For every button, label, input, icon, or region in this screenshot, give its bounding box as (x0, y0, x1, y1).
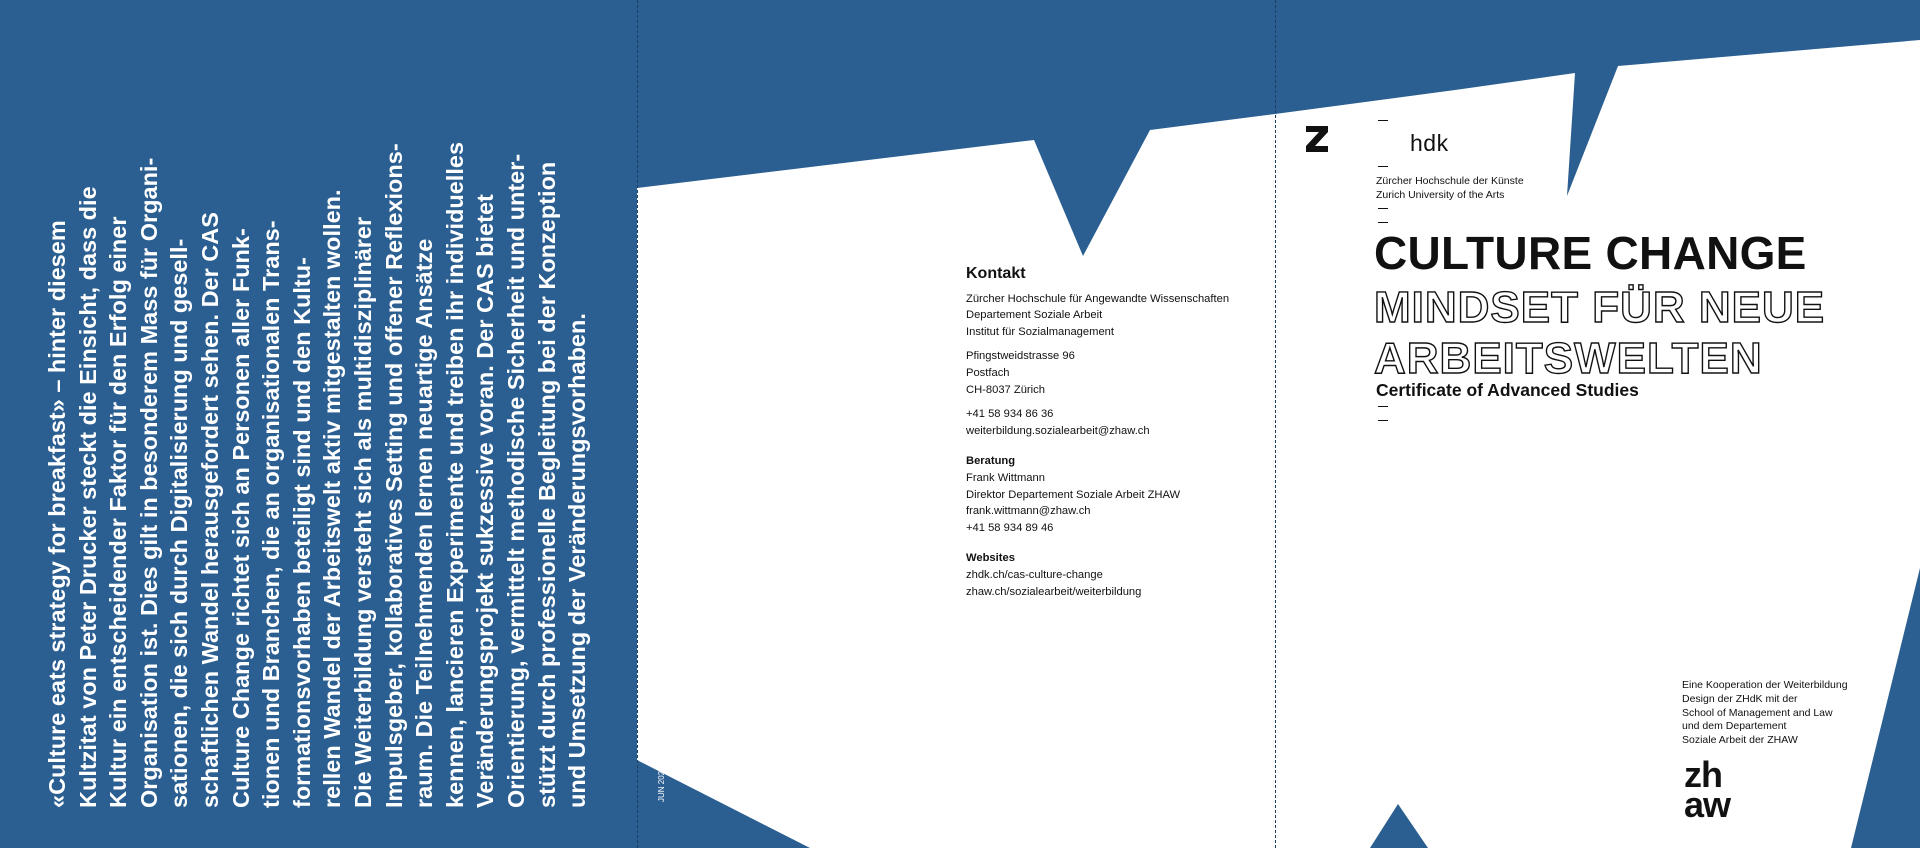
phone-number[interactable]: +41 58 934 86 36 (966, 408, 1054, 421)
dash-mark (1378, 166, 1388, 167)
coop-line: Soziale Arbeit der ZHAW (1682, 734, 1798, 747)
address-line: Postfach (966, 366, 1010, 379)
intro-line: Die Weiterbildung versteht sich als multidisziplinärer (349, 216, 376, 808)
website-link[interactable]: zhaw.ch/sozialearbeit/weiterbildung (966, 585, 1142, 598)
intro-line: formationsvorhaben beteiligt sind und den Kultu- (288, 257, 315, 808)
intro-line: Orientierung, vermittelt methodische Sicherheit und unter- (502, 153, 529, 808)
intro-line: schaftlichen Wandel herausgefordert sehen. Der CAS (196, 212, 223, 808)
coop-line: Design der ZHdK mit der (1682, 692, 1798, 705)
intro-line: kennen, lancieren Experimente und treiben ihr individuelles (441, 141, 468, 808)
intro-line: Impulsgeber, kollaboratives Setting und offener Reflexions- (380, 143, 407, 808)
intro-line: raum. Die Teilnehmenden lernen neuartige Ansätze (411, 238, 438, 808)
contact-heading: Kontakt (966, 265, 1026, 282)
fold-line-right (1275, 0, 1276, 848)
imprint-note: JUN 2025, SMA, Änderungen bleiben vorbehalten (657, 624, 666, 802)
institution-line: Departement Soziale Arbeit (966, 309, 1103, 322)
zhaw-logo-top: zh (1684, 754, 1722, 795)
outline-line: MINDSET FÜR NEUE (1374, 283, 1826, 332)
beratung-heading: Beratung (966, 455, 1016, 468)
coop-line: und dem Departement (1682, 720, 1787, 733)
zhdk-z-logo-icon (1304, 124, 1330, 154)
intro-line: sationen, die sich durch Digitalisierung und gesell- (166, 238, 193, 808)
phone-email-block (966, 406, 1229, 439)
address-line: CH-8037 Zürich (966, 383, 1045, 396)
zhaw-logo (1684, 754, 1731, 825)
address-line: Pfingstweidstrasse 96 (966, 350, 1075, 363)
websites-block (966, 550, 1229, 600)
cover-outline-title (1374, 282, 1825, 384)
intro-line: «Culture eats strategy for breakfast» – hinter diesem (44, 220, 70, 808)
hdk-logo-text: hdk (1410, 130, 1449, 156)
website-link[interactable]: zhdk.ch/cas-culture-change (966, 568, 1103, 581)
fold-line-left (637, 0, 638, 848)
dash-mark (1378, 120, 1388, 121)
school-name (1376, 174, 1524, 202)
coop-line: School of Management and Law (1682, 706, 1833, 719)
coop-line: Eine Kooperation der Weiterbildung (1682, 679, 1848, 691)
dash-mark (1378, 208, 1388, 209)
intro-line: und Umsetzung der Veränderungsvorhaben. (564, 313, 591, 808)
intro-line: Organisation ist. Dies gilt in besonderem Mass für Organi- (135, 157, 162, 808)
advisor-email-link[interactable]: frank.wittmann@zhaw.ch (966, 505, 1091, 518)
zhaw-logo-bottom: aw (1684, 784, 1731, 825)
intro-line: Veränderungsprojekt sukzessive voran. Der CAS bietet (472, 194, 499, 808)
websites-heading: Websites (966, 552, 1015, 565)
advisor-role: Direktor Departement Soziale Arbeit ZHAW (966, 488, 1181, 501)
intro-text (42, 88, 602, 808)
dash-mark (1378, 406, 1388, 407)
intro-line: Kultur ein entscheidender Faktor für den Erfolg einer (105, 216, 132, 808)
intro-line: Kultzitat von Peter Drucker steckt die Einsicht, dass die (74, 186, 101, 808)
email-link[interactable]: weiterbildung.sozialearbeit@zhaw.ch (966, 424, 1150, 437)
contact-block (966, 266, 1229, 608)
intro-line: stützt durch professionelle Begleitung bei der Konzeption (533, 161, 560, 808)
address-block (966, 348, 1229, 398)
institution-line: Zürcher Hochschule für Angewandte Wissenschaften (966, 292, 1230, 305)
cover-subtitle: Certificate of Advanced Studies (1376, 380, 1639, 400)
advisor-name: Frank Wittmann (966, 471, 1045, 484)
intro-line: tionen und Branchen, die an organisationalen Trans- (258, 220, 285, 808)
intro-line: Culture Change richtet sich an Personen aller Funk- (227, 228, 254, 808)
beratung-block (966, 453, 1229, 536)
dash-mark (1378, 420, 1388, 421)
school-name-de: Zürcher Hochschule der Künste (1376, 175, 1524, 187)
school-name-en: Zurich University of the Arts (1376, 189, 1505, 201)
institution-line: Institut für Sozialmanagement (966, 325, 1114, 338)
intro-line: rellen Wandel der Arbeitswelt aktiv mitgestalten wollen. (319, 189, 346, 808)
outline-line: ARBEITSWELTEN (1374, 334, 1763, 383)
advisor-phone[interactable]: +41 58 934 89 46 (966, 521, 1054, 534)
cover-title: CULTURE CHANGE (1374, 227, 1807, 279)
cooperation-note (1682, 679, 1848, 748)
dash-mark (1378, 222, 1388, 223)
institution-block (966, 291, 1229, 341)
